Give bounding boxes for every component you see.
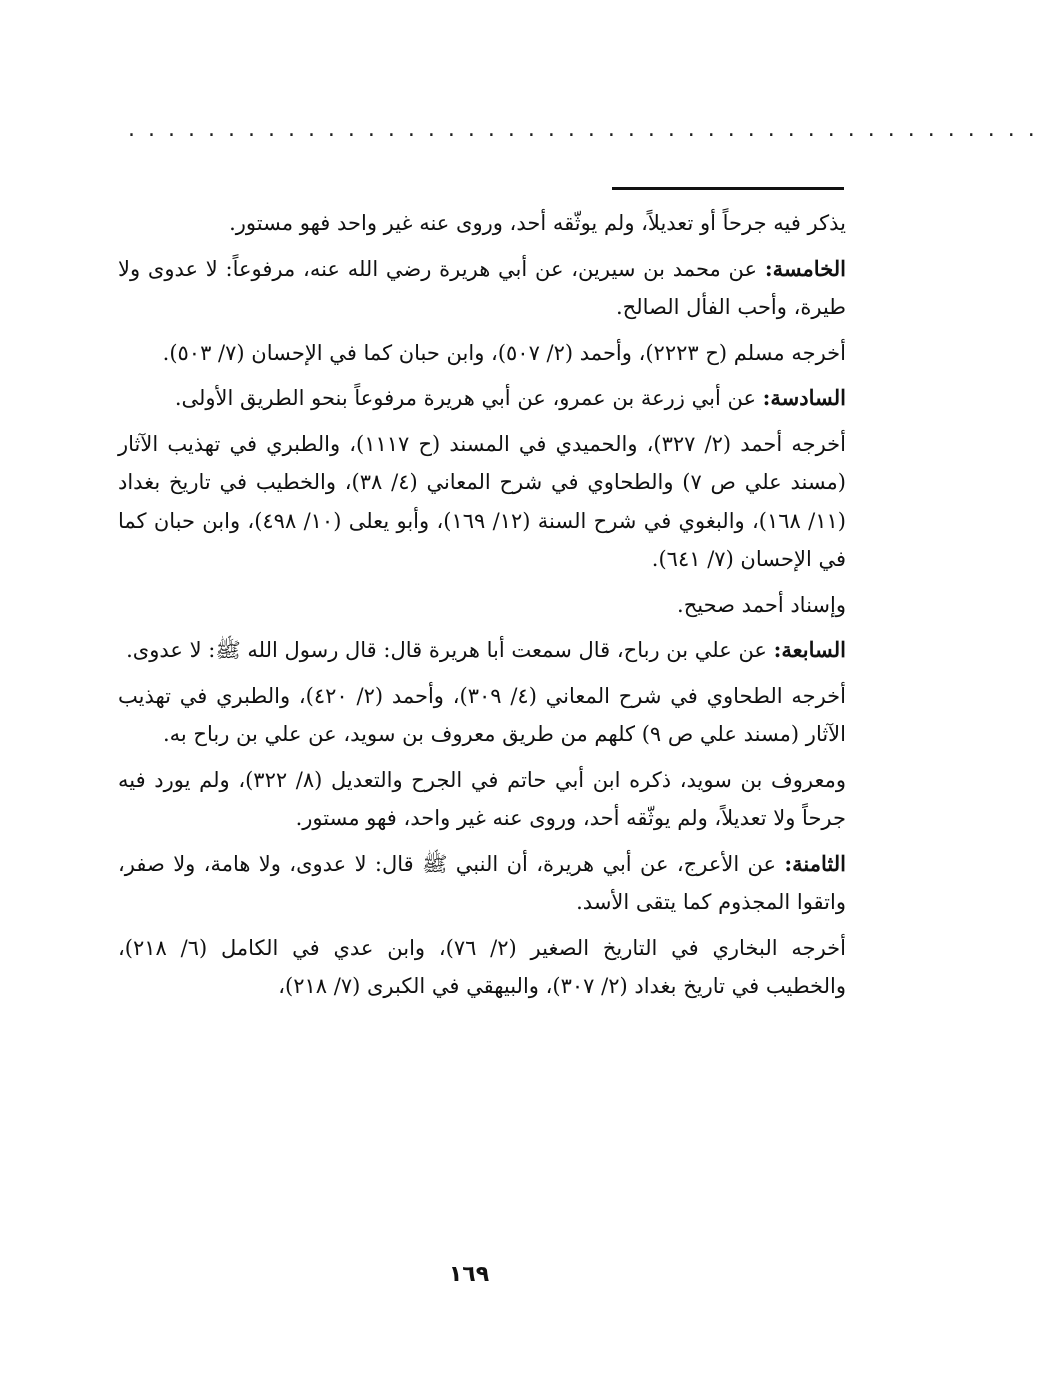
paragraph-label: السابعة: xyxy=(773,637,846,662)
paragraph xyxy=(118,761,846,838)
separator-dots: .............................................. xyxy=(128,117,1048,142)
paragraph-text: عن محمد بن سيرين، عن أبي هريرة رضي الله عنه، مرفوعاً: لا عدوى ولا طيرة، وأحب الفأل الصالح. xyxy=(118,256,846,319)
paragraph xyxy=(118,379,846,418)
page-number: ١٦٩ xyxy=(448,1262,490,1287)
footnote-rule xyxy=(612,187,844,190)
paragraph xyxy=(118,929,846,1006)
paragraph-text: وإسناد أحمد صحيح. xyxy=(677,592,846,617)
paragraph-label: السادسة: xyxy=(762,385,846,410)
paragraph xyxy=(118,425,846,579)
paragraph xyxy=(118,334,846,373)
paragraph xyxy=(118,586,846,625)
paragraph xyxy=(118,204,846,243)
paragraph-text: يذكر فيه جرحاً أو تعديلاً، ولم يوثّقه أحد، وروى عنه غير واحد فهو مستور. xyxy=(229,211,846,235)
paragraph-text: أخرجه أحمد (٢/ ٣٢٧)، والحميدي في المسند (ح ١١١٧)، والطبري في تهذيب الآثار (مسند علي ص ٧) والطحاوي في شرح المعاني (٤/ ٣٨)، والخطيب في تاريخ بغداد (١١/ ١٦٨)، والبغوي في شرح السنة (١٢/ ١٦٩)، وأبو يعلى (١٠/ ٤٩٨)، وابن حبان كما في الإحسان (٧/ ٦٤١). xyxy=(118,431,847,571)
paragraph-text: عن علي بن رباح، قال سمعت أبا هريرة قال: قال رسول الله ﷺ: لا عدوى. xyxy=(126,638,774,662)
paragraph-label: الثامنة: xyxy=(784,850,846,876)
paragraph-label: الخامسة: xyxy=(764,255,846,281)
page-body xyxy=(118,204,846,1244)
paragraph xyxy=(118,845,846,922)
paragraph-text: أخرجه البخاري في التاريخ الصغير (٢/ ٧٦)، وابن عدي في الكامل (٦/ ٢١٨)، والخطيب في تاريخ بغداد (٢/ ٣٠٧)، والبيهقي في الكبرى (٧/ ٢١٨)، xyxy=(118,935,846,998)
paragraph-text: ومعروف بن سويد، ذكره ابن أبي حاتم في الجرح والتعديل (٨/ ٣٢٢)، ولم يورد فيه جرحاً ولا تعديلاً، ولم يوثّقه أحد، وروى عنه غير واحد، فهو مستور. xyxy=(118,767,846,830)
paragraph-text: أخرجه الطحاوي في شرح المعاني (٤/ ٣٠٩)، وأحمد (٢/ ٤٢٠)، والطبري في تهذيب الآثار (مسند علي ص ٩) كلهم من طريق معروف بن سويد، عن علي بن رباح به. xyxy=(118,683,846,746)
paragraph-text: عن أبي زرعة بن عمرو، عن أبي هريرة مرفوعاً بنحو الطريق الأولى. xyxy=(174,386,763,410)
paragraph xyxy=(118,631,846,670)
paragraph-text: عن الأعرج، عن أبي هريرة، أن النبي ﷺ قال: لا عدوى، ولا هامة، ولا صفر، واتقوا المجذوم كما يتقى الأسد. xyxy=(118,851,846,914)
paragraph xyxy=(118,677,846,754)
paragraph-text: أخرجه مسلم (ح ٢٢٢٣)، وأحمد (٢/ ٥٠٧)، وابن حبان كما في الإحسان (٧/ ٥٠٣). xyxy=(162,340,846,365)
paragraph xyxy=(118,250,846,327)
